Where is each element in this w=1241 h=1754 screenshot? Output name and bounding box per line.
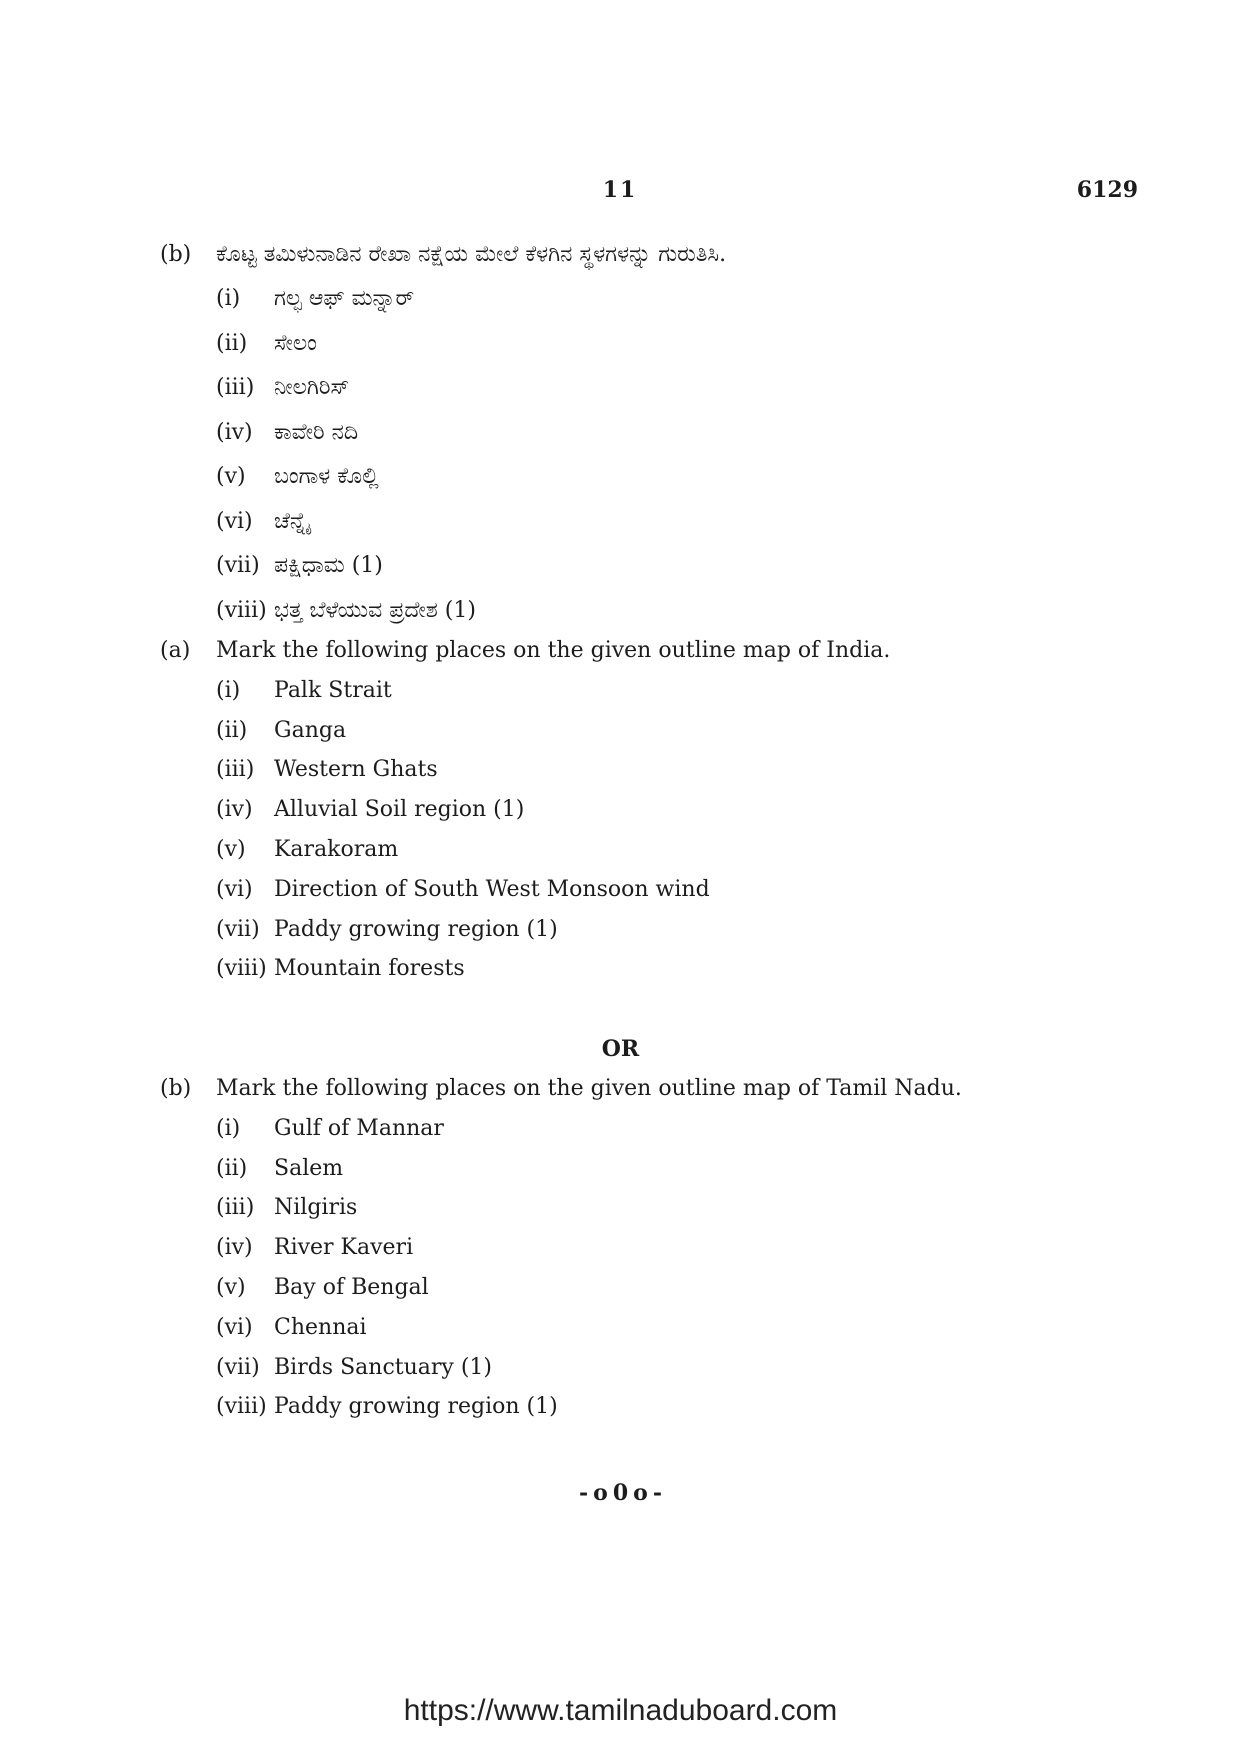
question-b-english	[0, 1069, 1241, 1427]
item-text: Ganga	[274, 717, 347, 743]
page-number: 11	[602, 177, 638, 203]
item-number: (viii)	[216, 956, 267, 982]
item-text: ಕಾವೇರಿ ನದಿ	[274, 419, 359, 445]
question-prompt: ಕೊಟ್ಟ ತಮಿಳುನಾಡಿನ ರೇಖಾ ನಕ್ಷೆಯ ಮೇಲೆ ಕೆಳಗಿನ ಸ್ಥಳಗಳನ್ನು ಗುರುತಿಸಿ.	[216, 241, 727, 267]
item-text: ಭತ್ತ ಬೆಳೆಯುವ ಪ್ರದೇಶ (1)	[274, 597, 476, 623]
list-item	[0, 711, 1241, 751]
item-number: (v)	[216, 464, 246, 490]
item-text: Chennai	[274, 1314, 367, 1340]
list-item	[0, 277, 1241, 322]
list-item	[0, 455, 1241, 500]
list-item	[0, 1308, 1241, 1348]
item-number: (viii)	[216, 1394, 267, 1420]
item-number: (vii)	[216, 553, 260, 579]
question-prompt: Mark the following places on the given outline map of India.	[216, 638, 891, 664]
question-label: (a)	[160, 638, 191, 664]
item-number: (vi)	[216, 508, 253, 534]
item-text: Alluvial Soil region (1)	[274, 797, 525, 823]
list-item	[0, 1228, 1241, 1268]
item-text: Palk Strait	[274, 677, 392, 703]
item-text: Mountain forests	[274, 956, 465, 982]
list-item	[0, 322, 1241, 367]
list-item	[0, 1348, 1241, 1388]
item-number: (i)	[216, 286, 241, 312]
list-item	[0, 750, 1241, 790]
list-item	[0, 1188, 1241, 1228]
item-number: (iii)	[216, 757, 255, 783]
item-number: (iv)	[216, 1235, 253, 1261]
item-number: (vii)	[216, 916, 260, 942]
item-number: (i)	[216, 677, 241, 703]
item-number: (v)	[216, 1275, 246, 1301]
item-number: (viii)	[216, 597, 267, 623]
list-item	[0, 1109, 1241, 1149]
list-item	[0, 589, 1241, 634]
item-number: (vii)	[216, 1354, 260, 1380]
item-number: (ii)	[216, 1155, 248, 1181]
item-number: (iv)	[216, 419, 253, 445]
item-text: ಸೇಲಂ	[274, 330, 317, 356]
item-text: Nilgiris	[274, 1195, 358, 1221]
end-of-paper-mark: -o0o-	[579, 1480, 667, 1506]
list-item	[0, 500, 1241, 545]
item-number: (ii)	[216, 330, 248, 356]
item-text: ಚೆನ್ನೈ	[274, 508, 310, 534]
list-item	[0, 1387, 1241, 1427]
question-heading	[0, 233, 1241, 278]
paper-code: 6129	[1076, 177, 1138, 203]
item-text: ನೀಲಗಿರಿಸ್	[274, 375, 350, 401]
item-number: (iii)	[216, 1195, 255, 1221]
question-b-kannada	[0, 233, 1241, 634]
item-text: Western Ghats	[274, 757, 438, 783]
list-item	[0, 910, 1241, 950]
list-item	[0, 1268, 1241, 1308]
question-heading	[0, 631, 1241, 671]
item-text: ಬಂಗಾಳ ಕೊಲ್ಲಿ	[274, 464, 379, 490]
item-number: (v)	[216, 837, 246, 863]
list-item	[0, 830, 1241, 870]
item-text: Bay of Bengal	[274, 1275, 429, 1301]
item-number: (vi)	[216, 1314, 253, 1340]
item-text: ಗಲ್ಫ ಆಫ್ ಮನ್ನಾರ್	[274, 286, 415, 312]
list-item	[0, 870, 1241, 910]
item-text: Gulf of Mannar	[274, 1115, 444, 1141]
item-text: Birds Sanctuary (1)	[274, 1354, 492, 1380]
item-text: ಪಕ್ಷಿಧಾಮ (1)	[274, 553, 383, 579]
item-text: Direction of South West Monsoon wind	[274, 876, 710, 902]
item-number: (ii)	[216, 717, 248, 743]
item-number: (iii)	[216, 375, 255, 401]
item-text: Salem	[274, 1155, 344, 1181]
website-watermark: https://www.tamilnaduboard.com	[403, 1694, 838, 1727]
question-prompt: Mark the following places on the given outline map of Tamil Nadu.	[216, 1076, 962, 1102]
item-text: Paddy growing region (1)	[274, 916, 558, 942]
list-item	[0, 544, 1241, 589]
or-separator: OR	[601, 1036, 640, 1062]
list-item	[0, 949, 1241, 989]
item-number: (iv)	[216, 797, 253, 823]
question-a-english	[0, 631, 1241, 989]
question-heading	[0, 1069, 1241, 1109]
question-label: (b)	[160, 1076, 192, 1102]
item-number: (vi)	[216, 876, 253, 902]
list-item	[0, 671, 1241, 711]
list-item	[0, 366, 1241, 411]
item-text: River Kaveri	[274, 1235, 414, 1261]
question-label: (b)	[160, 241, 192, 267]
list-item	[0, 1149, 1241, 1189]
list-item	[0, 411, 1241, 456]
item-text: Karakoram	[274, 837, 399, 863]
item-number: (i)	[216, 1115, 241, 1141]
list-item	[0, 790, 1241, 830]
item-text: Paddy growing region (1)	[274, 1394, 558, 1420]
